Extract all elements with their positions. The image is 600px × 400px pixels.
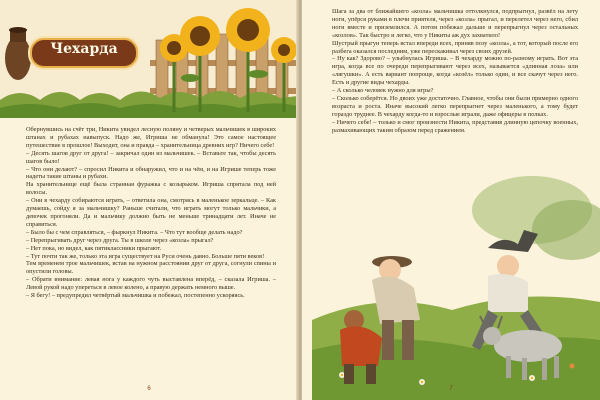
- paragraph: Обернувшись на счёт три, Никита увидел лесную поляну и четверых мальчишек в широких штанах и рубахах навыпуск. Надо же, Игриша не обманула! Это самое настоящее путешествие в прошлое! Выходит, она и правда – хранительница древних игр? Ничего себе!: [26, 126, 276, 149]
- paragraph: Шустрый прыгун теперь встал впереди всех, приняв позу «козла», а тот, который после его разбега оказался последним, уже перескакивал через своих друзей.: [332, 39, 578, 55]
- right-page: [302, 0, 600, 400]
- paragraph: – Тут почти так же, только эта игра существует на Руси очень давно. Больше пяти веков!: [26, 252, 265, 260]
- paragraph: – А сколько человек нужно для игры?: [332, 87, 434, 95]
- paragraph: – Перепрыгивать друг через друга. Ты в школе через «козла» прыгал?: [26, 236, 214, 244]
- paragraph: – Ничего себе! – только и смог произнести Никита, представив длинную цепочку военных, размахивающих таким образом перед сражением.: [332, 118, 578, 134]
- left-page: [0, 0, 298, 400]
- chapter-title: Чехарда: [50, 41, 118, 57]
- page-number: 7: [449, 386, 453, 392]
- paragraph: – Они в чехарду собираются играть, – ответила она, смотрясь в маленькое зеркальце. – Как думаешь, сойду я за мальчишку? Раньше считали, что играть могут только мальчики, а девочек прогоняли. Да и мальчику должно быть не меньше тринадцати лет. Иначе не справиться.: [26, 197, 276, 228]
- flower-icon: [419, 379, 425, 385]
- right-page-text: [332, 8, 578, 135]
- paragraph: – Я бегу! – предупредил четвёртый мальчишка и побежал, постепенно ускоряясь.: [26, 292, 245, 300]
- paragraph: – Обрати внимание: левая нога у каждого чуть выставлена вперёд, – сказала Игриша. – Левой рукой надо упереться в левое колено, а правую держать немного выше.: [26, 276, 276, 292]
- page-number: 6: [147, 386, 151, 392]
- left-page-text: [26, 126, 276, 300]
- children-leapfrog-illustration: [302, 170, 600, 400]
- paragraph: – Было бы с чем справляться, – фыркнул Никита. – Что тут вообще делать надо?: [26, 228, 243, 236]
- paragraph: – Нет пока, но видел, как пятиклассники прыгают.: [26, 244, 162, 252]
- paragraph: Тем временем трое мальчишек, встав на нужном расстоянии друг от друга, согнули спины и опустили головы.: [26, 260, 276, 276]
- paragraph: – Десять шагов друг от друга! – закричал один из мальчишек. – Вставьте так, чтобы десять шагов было!: [26, 149, 276, 165]
- flower-icon: [570, 364, 575, 369]
- paragraph: – Ну как? Здорово? – улыбнулась Игриша. – В чехарду можно по-разному играть. Вот эта игра, когда все по очереди перепрыгивают через всех, называется «длинная лоза» или «лягушки». А есть вариант попроще, когда «козёл» только один, и все скачут через него. Есть и другие виды чехарды.: [332, 55, 578, 87]
- flower-icon: [529, 375, 535, 381]
- paragraph: – Что они делают? – спросил Никита и обнаружил, что и на чём, и на Игрише теперь тоже надеты такие штаны и рубахи.: [26, 165, 276, 181]
- paragraph: На хранительнице ещё была странная фуражка с козырьком. Игриша спрятала под ней волосы.: [26, 181, 276, 197]
- paragraph: Шага за два от ближайшего «козла» мальчишка оттолкнулся, подпрыгнул, развёл на лету ноги, упёрся руками в плечи приятеля, через «козла» прыгал, и перелетел через него, сбил ноги вместе и приземлился. А потом побежал дальше и перепрыгнул через остальных «козлов». Так быстро и легко, что у Никиты аж дух захватило!: [332, 8, 578, 39]
- paragraph: – Сколько соберётся. Но двоих уже достаточно. Главное, чтобы они были примерно одного возраста и роста. Иначе высокий легко перепрыгнет через маленького, а тому будет гораздо труднее. В чехарду когда-то и взрослые играли, даже офицеры в полках.: [332, 94, 578, 118]
